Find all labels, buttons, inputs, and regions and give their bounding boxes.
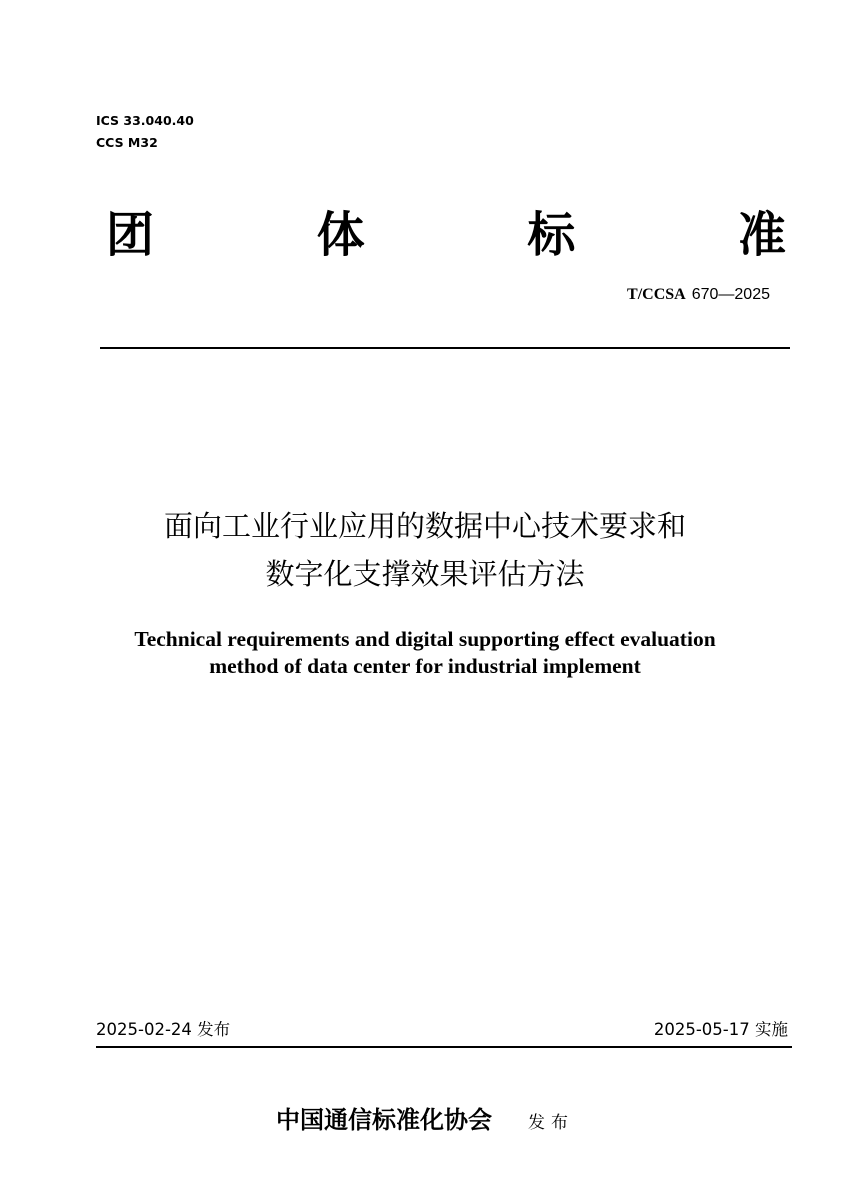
publisher-action: 发布 (528, 1113, 574, 1133)
standard-type-char: 标 (527, 206, 576, 263)
publisher-organization: 中国通信标准化协会 (276, 1105, 492, 1134)
standard-code: T/CCSA (627, 286, 686, 303)
implement-date: 2025-05-17 实施 (653, 1020, 788, 1039)
bottom-divider (96, 1046, 792, 1048)
standard-number-value: 670—2025 (691, 286, 770, 303)
chinese-title-line-1: 面向工业行业应用的数据中心技术要求和 (163, 509, 686, 543)
top-divider (100, 347, 790, 349)
ccs-code: CCS M32 (96, 135, 158, 150)
english-title-line-1: Technical requirements and digital supporting effect evaluation (134, 627, 716, 651)
standard-type-char: 团 (106, 206, 155, 263)
standard-number (627, 284, 770, 304)
chinese-title-line-2: 数字化支撑效果评估方法 (265, 557, 585, 591)
english-title-line-2: method of data center for industrial implement (209, 654, 641, 678)
standard-type-char: 准 (737, 206, 786, 263)
standard-type-heading (106, 195, 786, 265)
standard-type-char: 体 (316, 206, 365, 263)
publisher-line (0, 1100, 850, 1135)
publish-date: 2025-02-24 发布 (96, 1020, 231, 1039)
ics-code: ICS 33.040.40 (96, 113, 194, 128)
